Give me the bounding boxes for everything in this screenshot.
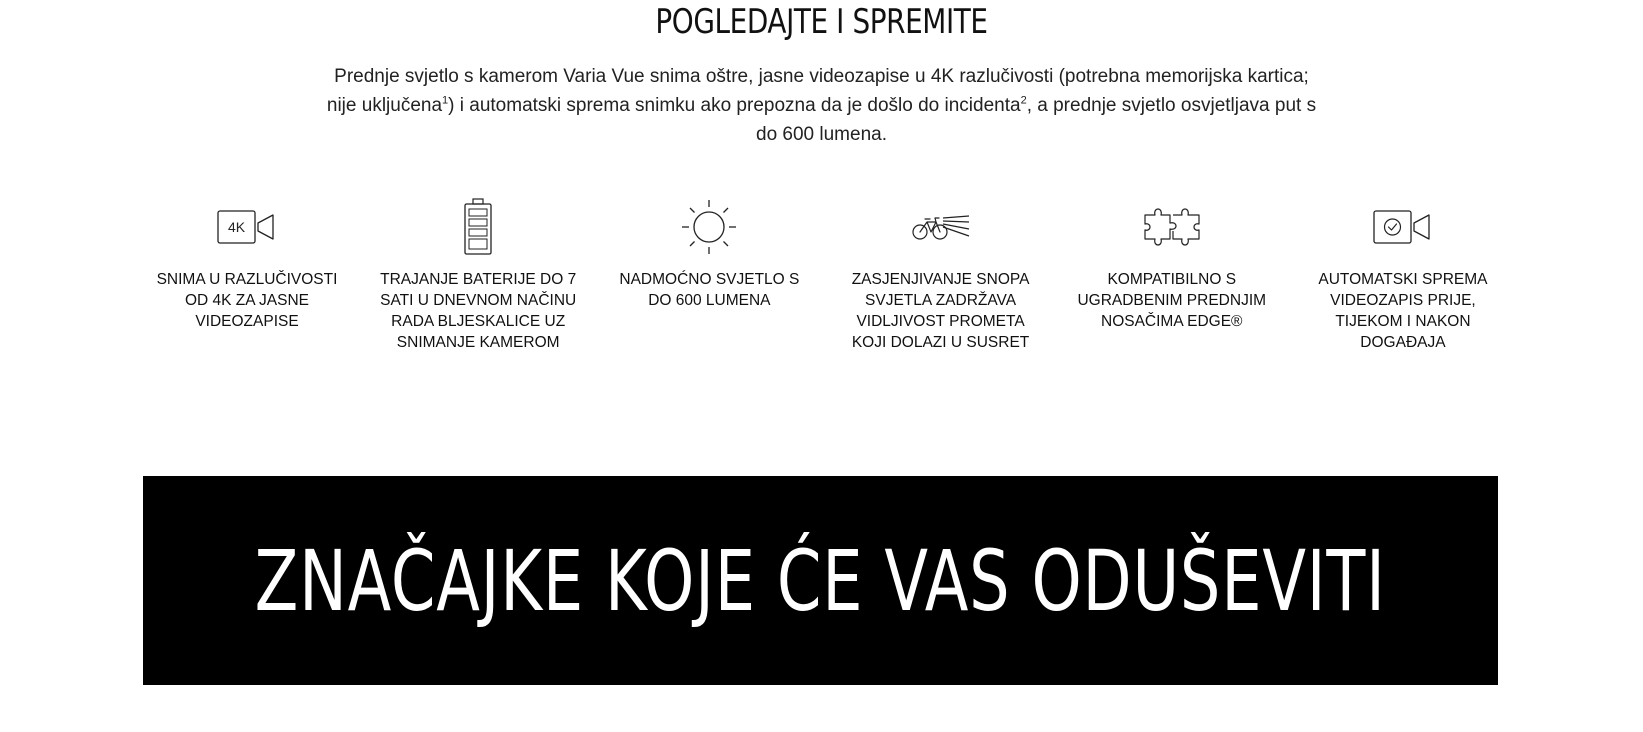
sun-icon xyxy=(669,195,749,259)
footnote-marker-2[interactable]: 2 xyxy=(1020,94,1027,107)
section-title: POGLEDAJTE I SPREMITE xyxy=(655,2,988,42)
intro-text-part-3: , a prednje svjetlo osvjetljava put s do 600 lumena. xyxy=(756,95,1317,145)
features-banner xyxy=(143,476,1498,685)
feature-item-battery xyxy=(374,195,582,353)
feature-item-lumens xyxy=(605,195,813,353)
4k-camera-icon xyxy=(207,195,287,259)
feature-item-auto-save xyxy=(1299,195,1507,353)
feature-label: TRAJANJE BATERIJE DO 7 SATI U DNEVNOM NAČINU RADA BLJESKALICE UZ SNIMANJE KAMEROM xyxy=(380,271,577,351)
camera-check-icon xyxy=(1363,195,1443,259)
feature-label: SNIMA U RAZLUČIVOSTI OD 4K ZA JASNE VIDEOZAPISE xyxy=(156,271,338,330)
banner-title: ZNAČAJKE KOJE ĆE VAS ODUŠEVITI xyxy=(254,531,1387,630)
feature-label: NADMOĆNO SVJETLO S DO 600 LUMENA xyxy=(619,271,800,309)
feature-item-beam-shaping xyxy=(837,195,1045,353)
intro-text-part-2: ) i automatski sprema snimku ako prepozna da je došlo do incidenta xyxy=(448,95,1021,116)
footnote-marker-1[interactable]: 1 xyxy=(442,94,449,107)
feature-label: AUTOMATSKI SPREMA VIDEOZAPIS PRIJE, TIJEKOM I NAKON DOGAĐAJA xyxy=(1318,271,1488,351)
feature-item-4k-video xyxy=(143,195,351,353)
feature-label: KOMPATIBILNO S UGRADBENIM PREDNJIM NOSAČIMA EDGE® xyxy=(1077,271,1267,330)
battery-icon xyxy=(438,195,518,259)
intro-paragraph xyxy=(320,62,1323,149)
intro-text-part-1: Prednje svjetlo s kamerom Varia Vue snima oštre, jasne videozapise u 4K razlučivosti (potrebna memorijska kartica; nije uključena xyxy=(326,66,1309,116)
4k-icon-text: 4K xyxy=(227,219,246,235)
feature-item-edge-mount xyxy=(1068,195,1276,353)
puzzle-icon xyxy=(1132,195,1212,259)
bike-light-beam-icon xyxy=(901,195,981,259)
feature-label: ZASJENJIVANJE SNOPA SVJETLA ZADRŽAVA VIDLJIVOST PROMETA KOJI DOLAZI U SUSRET xyxy=(851,271,1030,351)
feature-list xyxy=(143,195,1507,353)
